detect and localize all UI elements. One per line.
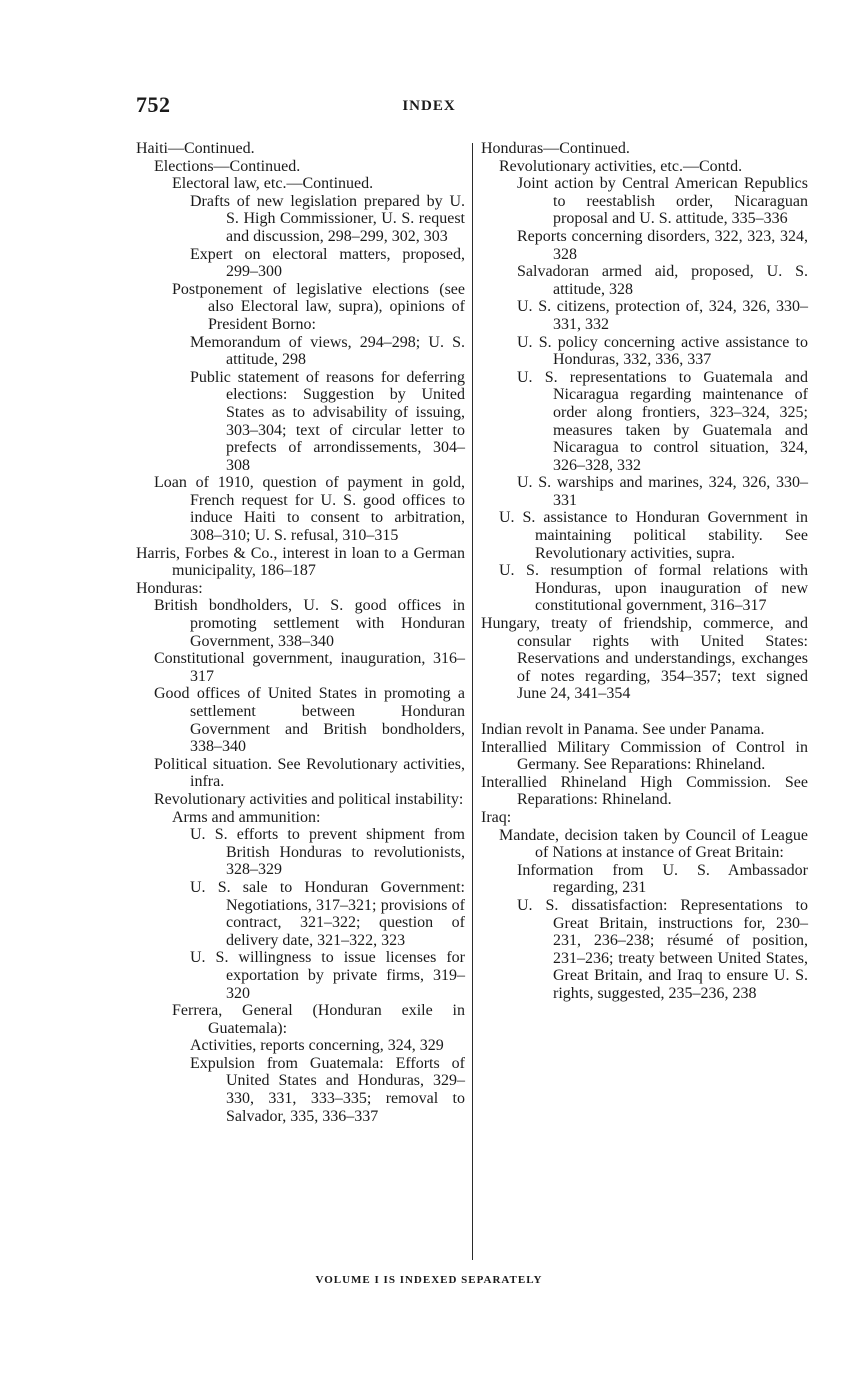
index-entry: Revolutionary activities and political instability: [154,790,464,808]
index-entry: U. S. citizens, protection of, 324, 326, 330–331, 332 [517,298,808,333]
index-entry: Haiti—Continued. [136,140,255,157]
index-entry: Hungary, treaty of friendship, commerce, and consular rights with United States: Reservations and understandings, exchanges of notes regarding, 354–357; text signed June 24, 341–354 [481,615,808,703]
index-entry: Mandate, decision taken by Council of League of Nations at instance of Great Britain: [499,826,808,862]
index-entry: Expulsion from Guatemala: Efforts of United States and Honduras, 329–330, 331, 333–335; removal to Salvador, 335, 336–337 [190,1054,465,1125]
index-entry: U. S. warships and marines, 324, 326, 330–331 [517,474,808,509]
index-entry: Harris, Forbes & Co., interest in loan to a German municipality, 186–187 [136,544,465,580]
index-entry: U. S. dissatisfaction: Representations to Great Britain, instructions for, 230–231, 236–238; résumé of position, 231–236; treaty between United States, Great Britain, and Iraq to ensure U. S. rights, suggested, 235–236, 238 [517,896,808,1002]
index-entry: Loan of 1910, question of payment in gold, French request for U. S. good offices to induce Haiti to consent to arbitration, 308–310; U. S. refusal, 310–315 [154,474,465,545]
index-entry: Information from U. S. Ambassador regarding, 231 [517,861,808,897]
column-rule [472,143,473,1260]
index-entry: Indian revolt in Panama. See under Panama. [481,721,765,738]
index-entry: Memorandum of views, 294–298; U. S. attitude, 298 [190,333,465,369]
index-entry: Electoral law, etc.—Continued. [172,175,374,193]
index-column-left [136,140,465,1125]
index-entry: Interallied Rhineland High Commission. See Reparations: Rhineland. [481,773,808,809]
index-entry: U. S. representations to Guatemala and Nicaragua regarding maintenance of order along frontiers, 323–324, 325; measures taken by Guatemala and Nicaragua to control situation, 324, 326–328, 332 [517,368,808,474]
index-entry: U. S. policy concerning active assistance to Honduras, 332, 336, 337 [517,333,808,369]
index-entry: Activities, reports concerning, 324, 329 [190,1037,444,1055]
index-entry: Revolutionary activities, etc.—Contd. [499,157,743,175]
index-entry: Elections—Continued. [154,157,301,175]
index-entry: Political situation. See Revolutionary activities, infra. [154,755,465,791]
footer-note: VOLUME I IS INDEXED SEPARATELY [315,1274,543,1286]
index-entry: Salvadoran armed aid, proposed, U. S. attitude, 328 [517,263,808,298]
index-entry: U. S. sale to Honduran Government: Negotiations, 317–321; provisions of contract, 321–322; question of delivery date, 321–322, 323 [190,878,465,949]
index-entry: Ferrera, General (Honduran exile in Guatemala): [172,1002,465,1037]
index-entry: Drafts of new legislation prepared by U. S. High Commissioner, U. S. request and discussion, 298–299, 302, 303 [190,192,465,245]
index-entry: Reports concerning disorders, 322, 323, 324, 328 [517,227,808,263]
index-entry: Honduras—Continued. [481,140,630,157]
index-entry: U. S. efforts to prevent shipment from British Honduras to revolutionists, 328–329 [190,826,465,879]
index-column-right [481,140,808,1003]
index-entry: Postponement of legislative elections (see also Electoral law, supra), opinions of President Borno: [172,280,465,333]
index-entry: Honduras: [136,579,203,597]
index-entry: U. S. resumption of formal relations with Honduras, upon inauguration of new constitutional government, 316–317 [499,562,808,615]
index-entry: Public statement of reasons for deferring elections: Suggestion by United States as to advisability of issuing, 303–304; text of circular letter to prefects of arrondissements, 304–308 [190,368,465,474]
index-entry: U. S. assistance to Honduran Government in maintaining political stability. See Revolutionary activities, supra. [499,509,808,562]
index-entry: Constitutional government, inauguration, 316–317 [154,650,465,685]
index-entry: Expert on electoral matters, proposed, 299–300 [190,245,465,281]
index-entry: Iraq: [481,808,512,826]
index-entry: Arms and ammunition: [172,808,321,826]
page-number: 752 [136,92,171,117]
index-entry: U. S. willingness to issue licenses for exportation by private firms, 319–320 [190,949,465,1002]
index-entry: British bondholders, U. S. good offices in promoting settlement with Honduran Government, 338–340 [154,597,465,650]
index-entry: Good offices of United States in promoting a settlement between Honduran Government and British bondholders, 338–340 [154,685,465,756]
index-entry: Joint action by Central American Republics to reestablish order, Nicaraguan proposal and U. S. attitude, 335–336 [517,175,808,228]
index-entry: Interallied Military Commission of Control in Germany. See Reparations: Rhineland. [481,738,808,774]
running-head: INDEX [402,98,456,114]
